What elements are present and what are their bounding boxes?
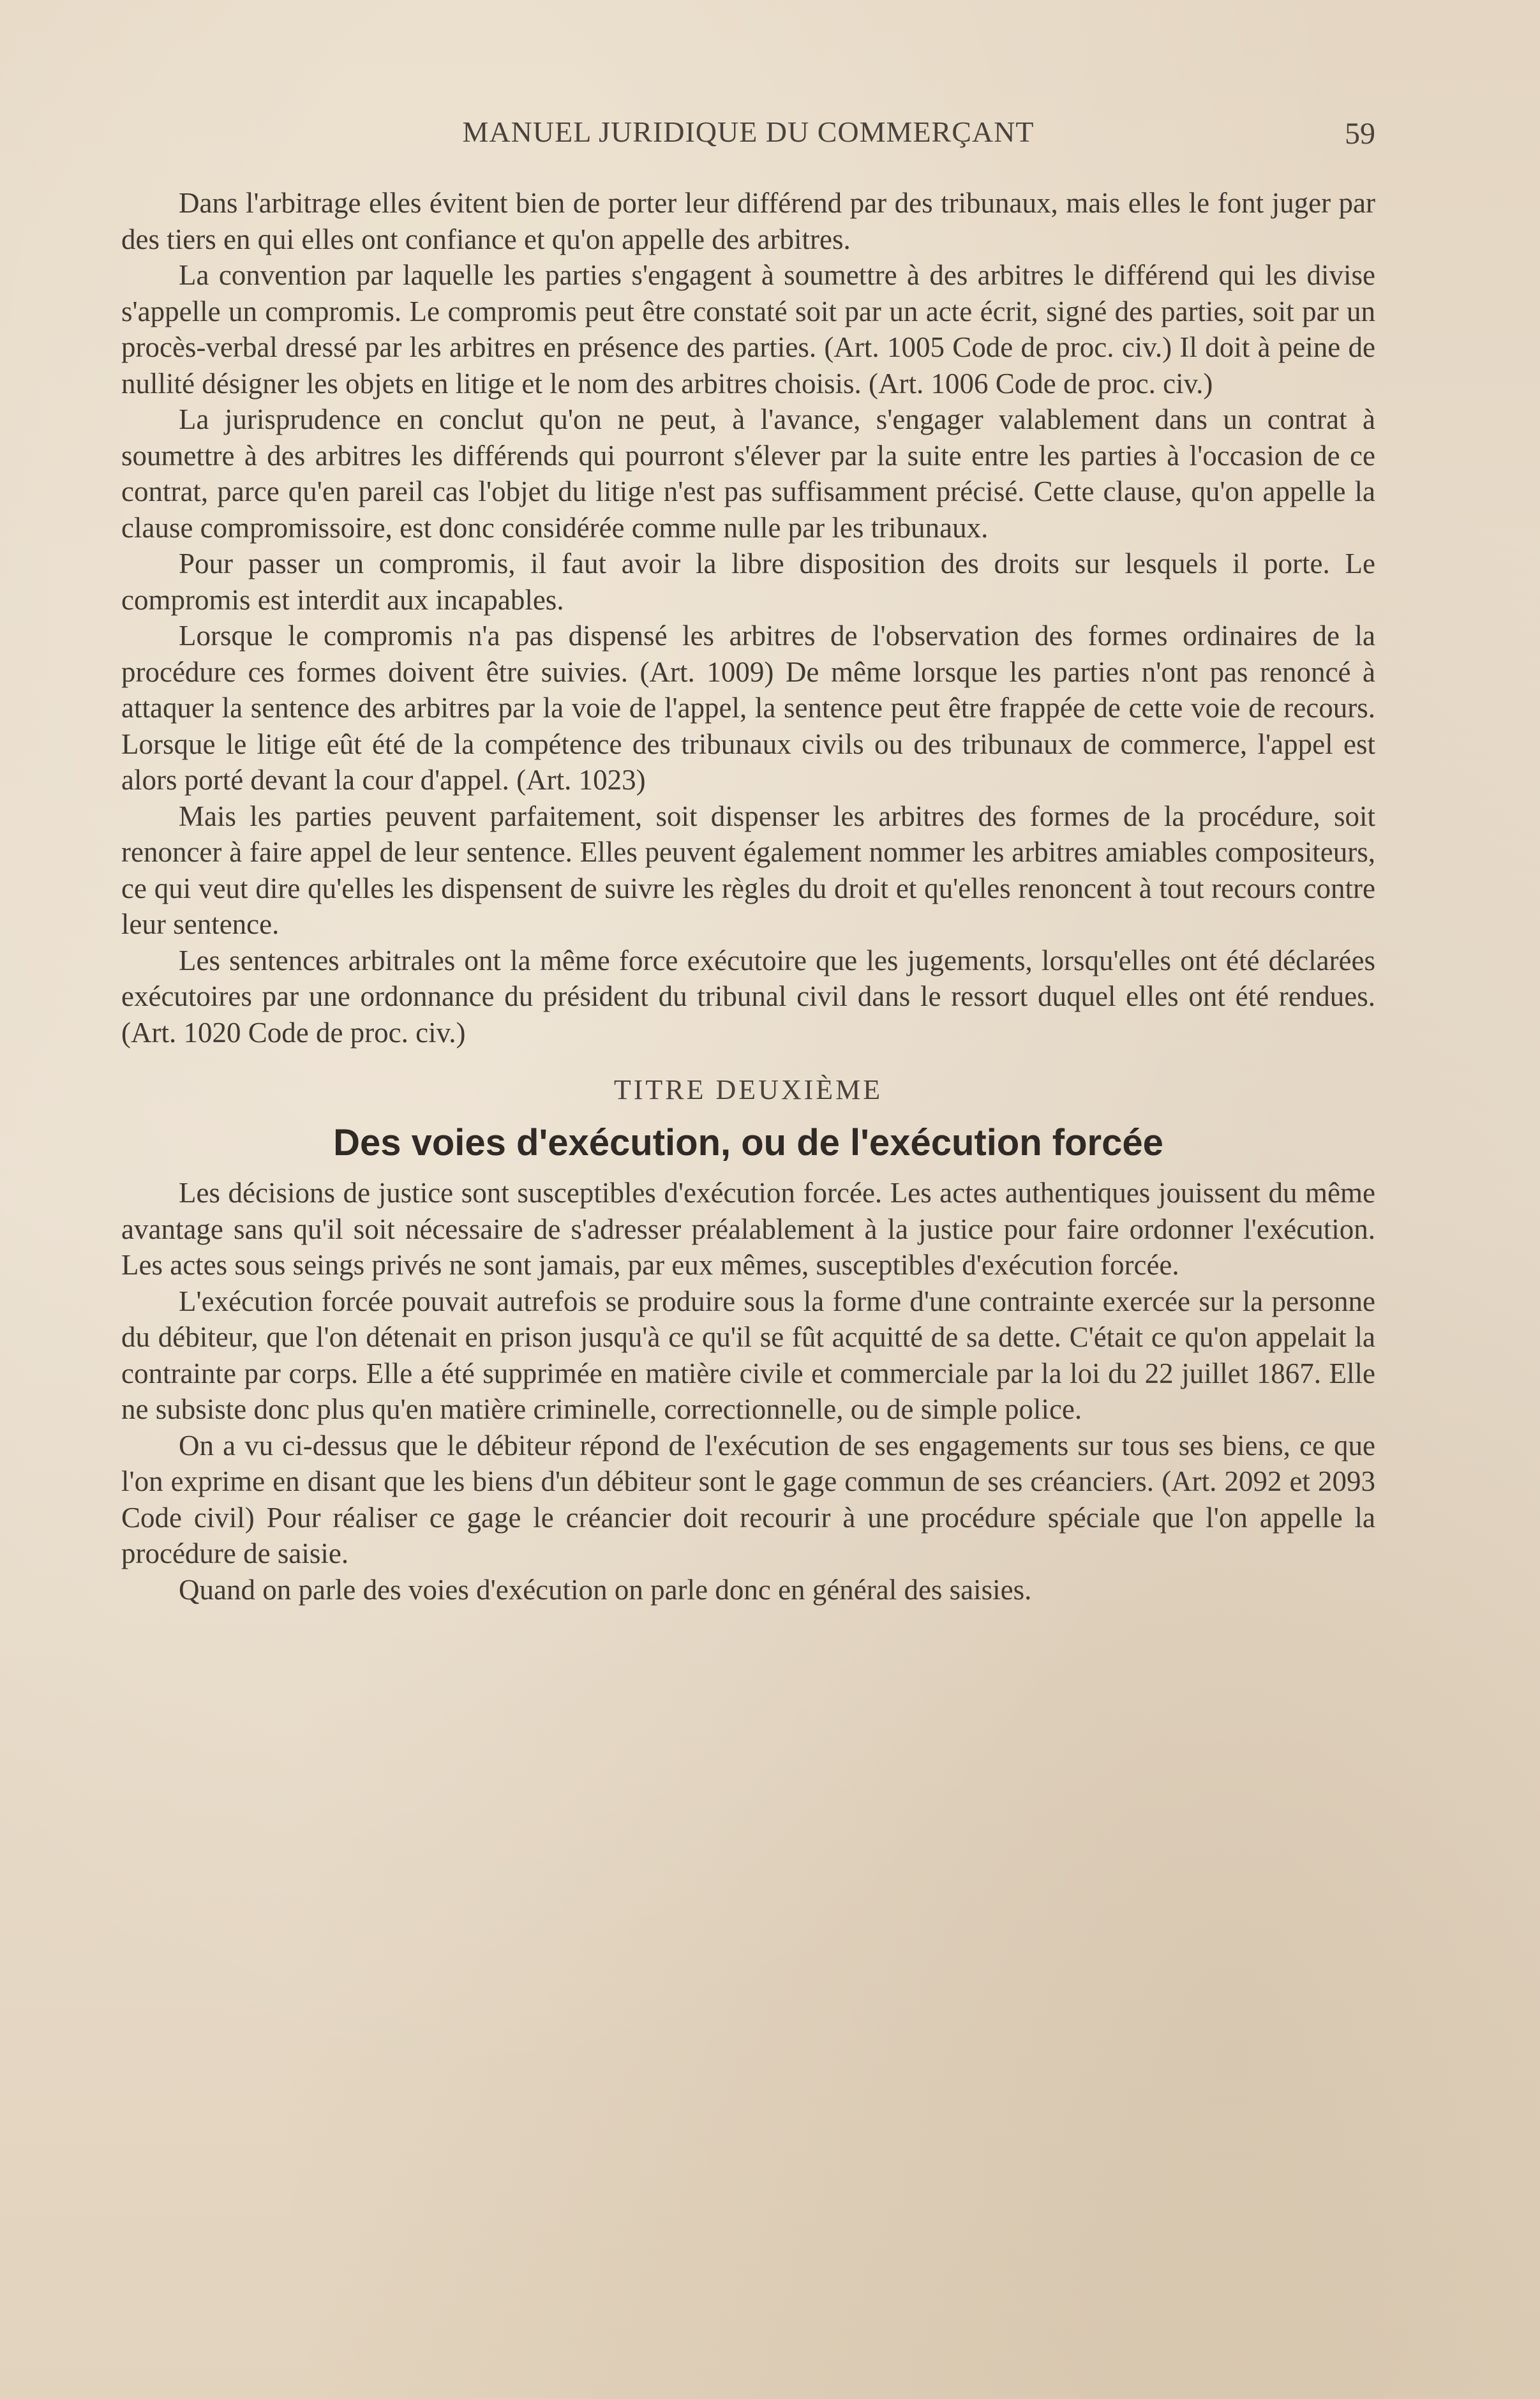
page-number: 59 <box>1345 117 1375 151</box>
running-head <box>121 108 1375 160</box>
paragraph: Quand on parle des voies d'exécution on parle donc en général des saisies. <box>179 1573 1032 1606</box>
paragraph: Lorsque le compromis n'a pas dispensé les arbitres de l'observation des formes ordinaires de la procédure ces formes doivent être suivies. (Art. 1009) De même lorsque les parties n'ont pas renoncé à attaquer la sentence des arbitres par la voie de l'appel, la sentence peut être frappée de cette voie de recours. Lorsque le litige eût été de la compétence des tribunaux civils ou des tribunaux de commerce, l'appel est alors porté devant la cour d'appel. (Art. 1023) <box>121 620 1375 796</box>
running-title: MANUEL JURIDIQUE DU COMMERÇANT <box>462 116 1035 148</box>
chapter-heading: Des voies d'exécution, ou de l'exécution forcée <box>333 1121 1163 1163</box>
paragraph: L'exécution forcée pouvait autrefois se produire sous la forme d'une contrainte exercée sur la personne du débiteur, que l'on détenait en prison jusqu'à ce qu'il se fût acquitté de sa dette. C'était ce qu'on appelait la contrainte par corps. Elle a été supprimée en matière civile et commerciale par la loi du 22 juillet 1867. Elle ne subsiste donc plus qu'en matière criminelle, correctionnelle, ou de simple police. <box>121 1285 1375 1425</box>
book-page <box>121 108 1375 2342</box>
body-text <box>121 185 1375 1608</box>
paragraph: Dans l'arbitrage elles évitent bien de porter leur différend par des tribunaux, mais elles le font juger par des tiers en qui elles ont confiance et qu'on appelle des arbitres. <box>121 187 1375 255</box>
paragraph: La convention par laquelle les parties s'engagent à soumettre à des arbitres le différend qui les divise s'appelle un compromis. Le compromis peut être constaté soit par un acte écrit, signé des parties, soit par un procès-verbal dressé par les arbitres en présence des parties. (Art. 1005 Code de proc. civ.) Il doit à peine de nullité désigner les objets en litige et le nom des arbitres choisis. (Art. 1006 Code de proc. civ.) <box>121 259 1375 400</box>
paragraph: La jurisprudence en conclut qu'on ne peut, à l'avance, s'engager valablement dans un contrat à soumettre à des arbitres les différends qui pourront s'élever par la suite entre les parties à l'occasion de ce contrat, parce qu'en pareil cas l'objet du litige n'est pas suffisamment précisé. Cette clause, qu'on appelle la clause compromissoire, est donc considérée comme nulle par les tribunaux. <box>121 403 1375 544</box>
paragraph: Les sentences arbitrales ont la même force exécutoire que les jugements, lorsqu'elles ont été déclarées exécutoires par une ordonnance du président du tribunal civil dans le ressort duquel elles ont été rendues. (Art. 1020 Code de proc. civ.) <box>121 944 1375 1049</box>
section-title: TITRE DEUXIÈME <box>613 1074 883 1105</box>
paragraph: Mais les parties peuvent parfaitement, soit dispenser les arbitres des formes de la procédure, soit renoncer à faire appel de leur sentence. Elles peuvent également nommer les arbitres amiables compositeurs, ce qui veut dire qu'elles les dispensent de suivre les règles du droit et qu'elles renoncent à tout recours contre leur sentence. <box>121 800 1375 940</box>
paragraph: On a vu ci-dessus que le débiteur répond de l'exécution de ses engagements sur tous ses biens, ce que l'on exprime en disant que les biens d'un débiteur sont le gage commun de ses créanciers. (Art. 2092 et 2093 Code civil) Pour réaliser ce gage le créancier doit recourir à une procédure spéciale que l'on appelle la procédure de saisie. <box>121 1429 1375 1569</box>
paragraph: Pour passer un compromis, il faut avoir la libre disposition des droits sur lesquels il porte. Le compromis est interdit aux incapables. <box>121 548 1375 616</box>
paragraph: Les décisions de justice sont susceptibles d'exécution forcée. Les actes authentiques jouissent du même avantage sans qu'il soit nécessaire de s'adresser préalablement à la justice pour faire ordonner l'exécution. Les actes sous seings privés ne sont jamais, par eux mêmes, susceptibles d'exécution forcée. <box>121 1177 1375 1281</box>
